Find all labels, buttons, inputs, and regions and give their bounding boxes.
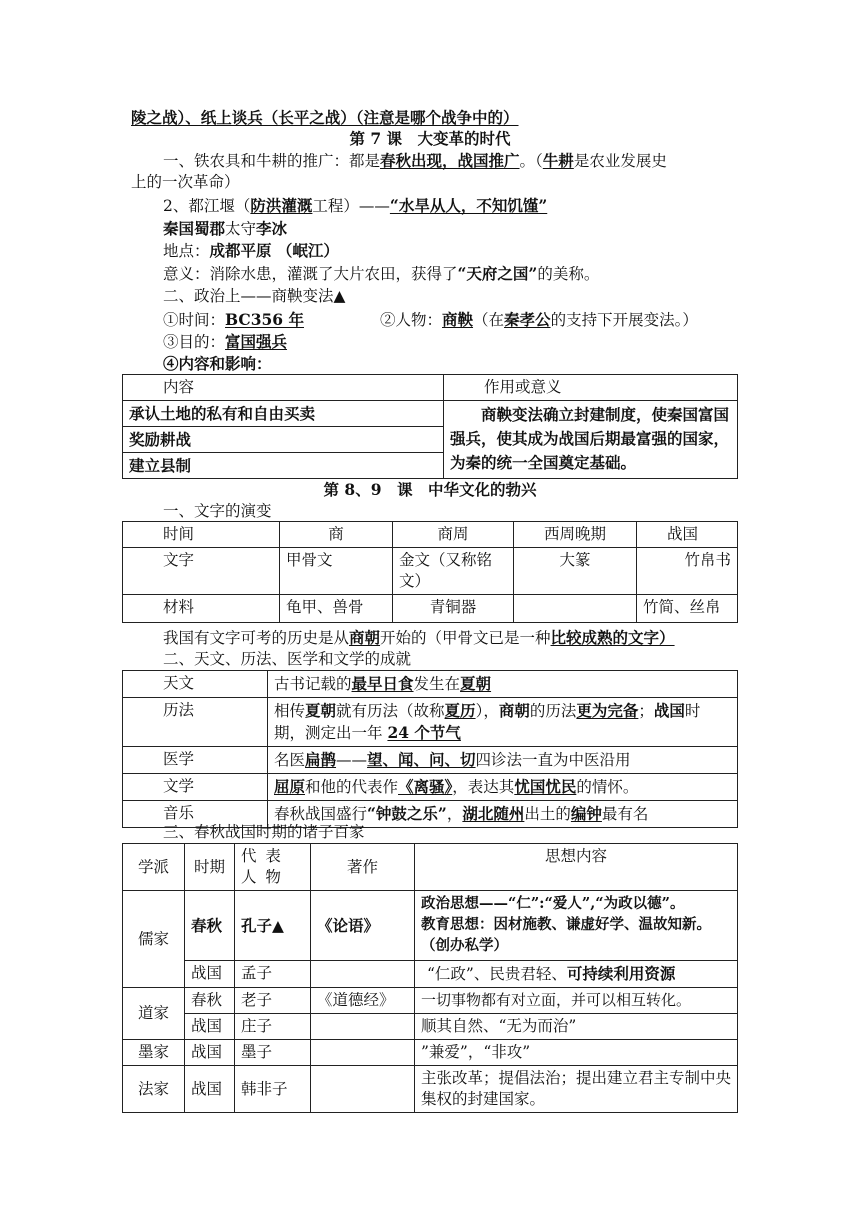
section-heading: 二、天文、历法、医学和文学的成就 [163,650,412,668]
highlight: 春秋出现，战国推广 [380,151,520,170]
paragraph [163,150,667,172]
continued-text: 陵之战）、纸上谈兵（长平之战）（注意是哪个战争中的） [131,108,519,127]
table-cell: 墨子 [235,1040,311,1066]
reform-table [122,374,738,479]
table-cell: 材料 [123,595,280,623]
text: 发生在 [413,675,461,693]
table-header: 时间 [123,522,280,548]
highlight: 屈原 [274,777,306,796]
paragraph: 上的一次革命） [131,173,240,191]
text: 出土的 [524,805,571,823]
text: 开始的（甲骨文已是一种 [380,629,551,647]
table-cell: 承认土地的私有和自由买卖 [123,401,444,427]
paragraph [163,240,339,262]
table-cell: 一切事物都有对立面，并可以相互转化。 [415,988,738,1014]
schools-table [122,843,738,1113]
table-header: 西周晚期 [514,522,637,548]
highlight: 《离骚》 [398,777,453,796]
section-heading: 一、文字的演变 [163,502,272,520]
highlight: 24 个节气 [387,723,461,742]
text: 一、铁农具和牛耕的推广：都是 [163,152,381,170]
table-cell: 龟甲、兽骨 [280,595,393,623]
lesson89-title: 第 8、9 课 中华文化的勃兴 [323,480,537,499]
table-cell: 战国 [185,1040,235,1066]
text: 相传 [274,702,306,720]
table-header: 时期 [185,844,235,891]
highlight: 比较成熟的文字） [550,628,675,647]
highlight: 夏朝 [305,701,337,720]
table-cell: 战国 [185,1066,235,1113]
table-cell: 甲骨文 [280,548,393,595]
table-cell [514,595,637,623]
continued-line [131,107,519,128]
text: 工程）—— [312,197,390,215]
text: ①时间： [163,311,226,329]
text: “仁政”、民贵君轻、 [427,965,567,983]
table-cell: 《道德经》 [311,988,415,1014]
highlight: 秦孝公 [504,310,551,329]
highlight: 望、闻、问、切 [367,750,476,769]
table-header: 内容 [123,375,444,401]
text: ）， [475,702,499,720]
text: 时 [684,702,701,720]
text: ，表达其 [452,778,515,796]
text: ， [446,805,463,823]
table-header: 商 [280,522,393,548]
text: （在 [473,311,505,329]
idea-line: 政治思想——“仁”:“爱人”,“为政以德”。 [421,895,685,912]
highlight: 商鞅 [442,310,474,329]
school-name: 法家 [123,1066,185,1113]
table-cell: 文学 [123,774,268,801]
table-cell [311,961,415,988]
table-cell: 春秋 [185,891,235,961]
section-heading: 三、春秋战国时期的诸子百家 [163,823,365,841]
text: ； [638,702,654,720]
table-cell: 青铜器 [393,595,514,623]
table-cell [268,747,738,774]
text: 我国有文字可考的历史是从 [163,629,350,647]
table-header: 学派 [123,844,185,891]
table-cell: 商鞅变法确立封建制度，使秦国富国强兵，使其成为战国后期最富强的国家，为秦的统一全国奠定基础。 [444,401,738,479]
table-cell: 竹帛书 [637,548,738,595]
text: 2、都江堰（ [163,197,251,215]
achievements-table [122,670,738,828]
paragraph [163,331,287,353]
highlight: 夏历 [444,701,476,720]
text: —— [336,751,368,769]
table-header: 思想内容 [415,844,738,891]
highlight: 商朝 [349,628,381,647]
text: 的美称。 [537,265,600,283]
table-cell: 医学 [123,747,268,774]
table-cell: 大篆 [514,548,637,595]
table-header: 代 表 人 物 [235,844,311,891]
table-cell [311,1040,415,1066]
text: ②人物： [380,311,443,329]
table-cell: 竹简、丝帛 [637,595,738,623]
text: 的支持下开展变法。） [550,311,698,329]
highlight: 最早日食 [351,674,414,693]
highlight: 秦国蜀郡 [163,219,226,238]
highlight: 牛耕 [542,151,574,170]
table-cell: 顺其自然、“无为而治” [415,1014,738,1040]
text: 名医 [274,751,306,769]
text: 春秋战国盛行 [274,805,368,823]
highlight: BC356 年 [225,310,304,329]
text: 的历法 [529,702,577,720]
highlight: 富国强兵 [225,332,288,351]
table-cell: 天文 [123,671,268,698]
table-cell: 战国 [185,961,235,988]
table-cell [415,891,738,961]
table-cell: 春秋 [185,988,235,1014]
table-cell: 孔子▲ [235,891,311,961]
school-name: 儒家 [123,891,185,988]
text: 是农业发展史 [573,152,667,170]
highlight: 忧国忧民 [514,777,577,796]
table-cell: 金文（又称铭文） [393,548,514,595]
highlight: 更为完备 [576,701,639,720]
highlight: “钟鼓之乐” [367,804,447,823]
table-cell: 文字 [123,548,280,595]
lesson7-title: 第 7 课 大变革的时代 [349,129,511,148]
paragraph [163,195,547,217]
highlight: 扁鹊 [305,750,337,769]
table-cell: 《论语》 [311,891,415,961]
table-cell: 庄子 [235,1014,311,1040]
table-cell: 音乐 [123,801,268,828]
text: 意义：消除水患，灌溉了大片农田，获得了 [163,265,458,283]
school-name: 墨家 [123,1040,185,1066]
highlight: 夏朝 [460,674,492,693]
text: 和他的代表作 [305,778,399,796]
table-cell: 历法 [123,698,268,747]
table-header: 作用或意义 [444,375,738,401]
table-header: 商周 [393,522,514,548]
table-cell: ”兼爱”，“非攻” [415,1040,738,1066]
text: 。（ [519,152,543,170]
text: 太守 [225,220,257,238]
table-cell [268,774,738,801]
table-cell: 老子 [235,988,311,1014]
highlight: 湖北随州 [462,804,525,823]
highlight: 防洪灌溉 [250,196,313,215]
table-header: 战国 [637,522,738,548]
highlight: 商朝 [498,701,530,720]
highlight: 编钟 [570,804,602,823]
paragraph [163,627,675,649]
highlight: “水旱从人，不知饥馑” [389,196,548,215]
text: 就有历法（故称 [336,702,445,720]
table-cell: 战国 [185,1014,235,1040]
paragraph: ④内容和影响： [163,354,272,373]
table-cell [268,698,738,747]
paragraph [163,263,599,285]
highlight: 成都平原 （岷江） [209,241,339,260]
highlight: 可持续利用资源 [566,964,676,983]
table-cell [311,1014,415,1040]
idea-line: 教育思想：因材施教、谦虚好学、温故知新。（创办私学） [421,916,711,954]
text: ③目的： [163,333,226,351]
text: 四诊法一直为中医沿用 [475,751,631,769]
text: 期，测定出一年 [274,724,388,742]
table-cell: 主张改革；提倡法治；提出建立君主专制中央集权的封建国家。 [415,1066,738,1113]
table-header: 著作 [311,844,415,891]
text: 地点： [163,242,210,260]
script-table [122,521,738,623]
table-cell: 韩非子 [235,1066,311,1113]
paragraph [380,309,698,331]
table-cell [268,671,738,698]
table-cell [311,1066,415,1113]
text: 古书记载的 [274,675,352,693]
highlight: 战国 [653,701,685,720]
table-cell: 奖励耕战 [123,427,444,453]
highlight: 李冰 [256,219,288,238]
table-cell: 孟子 [235,961,311,988]
table-cell [415,961,738,988]
school-name: 道家 [123,988,185,1040]
table-cell: 建立县制 [123,453,444,479]
paragraph [163,218,287,240]
paragraph [163,309,304,331]
highlight: “天府之国” [457,264,538,283]
text: 的情怀。 [576,778,639,796]
paragraph: 二、政治上——商鞅变法▲ [163,287,346,305]
text: 最有名 [601,805,649,823]
